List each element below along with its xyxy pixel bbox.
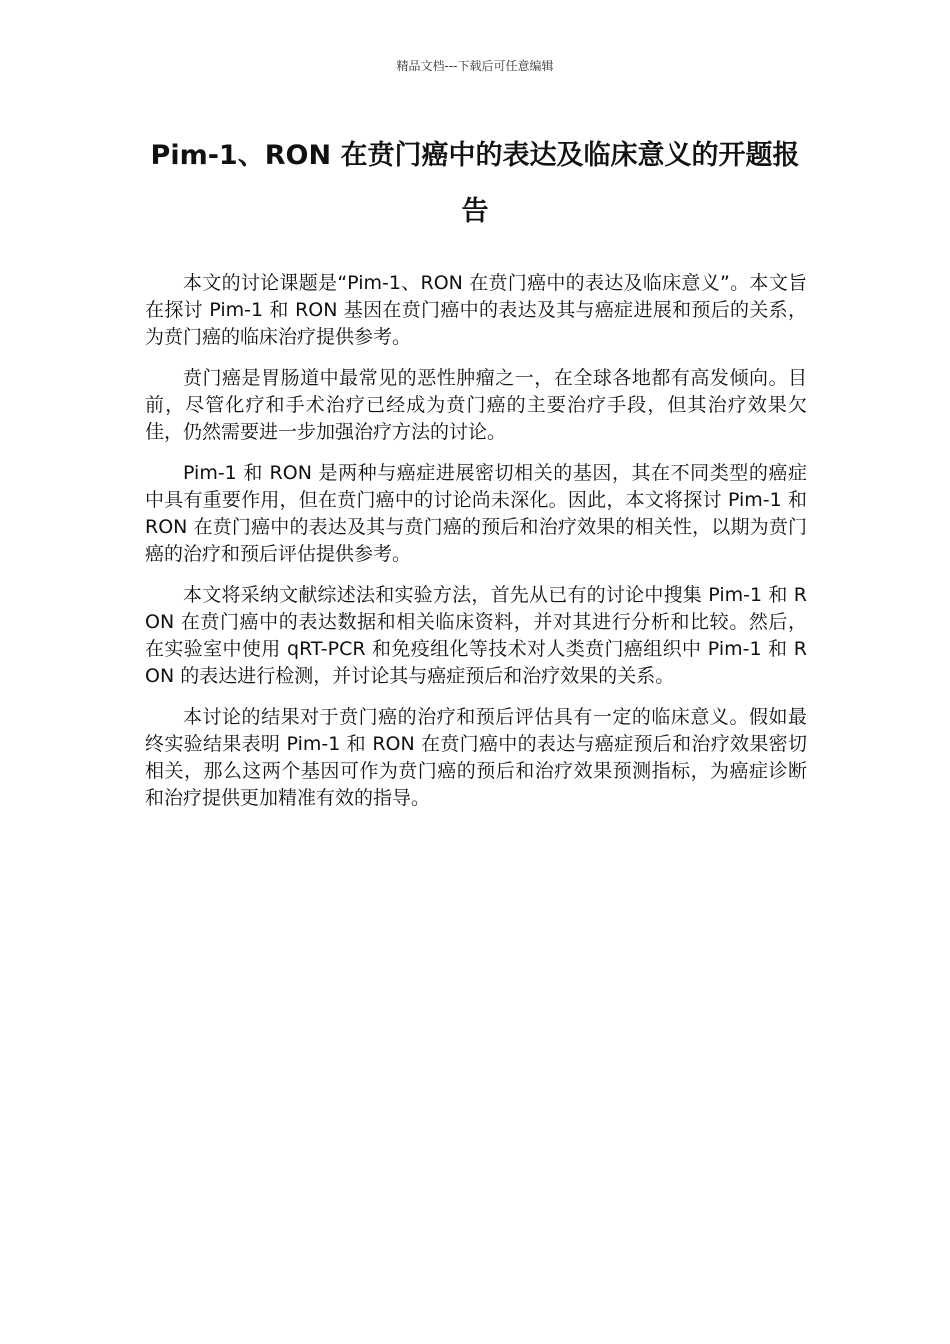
paragraph-2: 贲门癌是胃肠道中最常见的恶性肿瘤之一，在全球各地都有高发倾向。目前，尽管化疗和手术治疗已经成为贲门癌的主要治疗手段，但其治疗效果欠佳，仍然需要进一步加强治疗方法的讨论。: [145, 367, 807, 443]
paragraph-3: Pim-1 和 RON 是两种与癌症进展密切相关的基因，其在不同类型的癌症中具有重要作用，但在贲门癌中的讨论尚未深化。因此，本文将探讨 Pim-1 和 RON 在贲门癌中的表达及其与贲门癌的预后和治疗效果的相关性，以期为贲门癌的治疗和预后评估提供参考。: [145, 462, 807, 565]
document-title: Pim-1、RON 在贲门癌中的表达及临床意义的开题报告: [150, 140, 800, 227]
paragraph-4: 本文将采纳文献综述法和实验方法，首先从已有的讨论中搜集 Pim-1 和 RON 在贲门癌中的表达数据和相关临床资料，并对其进行分析和比较。然后，在实验室中使用 qRT-PCR 和免疫组化等技术对人类贲门癌组织中 Pim-1 和 RON 的表达进行检测，并讨论其与癌症预后和治疗效果的关系。: [145, 584, 807, 687]
paragraph-1: 本文的讨论课题是“Pim-1、RON 在贲门癌中的表达及临床意义”。本文旨在探讨 Pim-1 和 RON 基因在贲门癌中的表达及其与癌症进展和预后的关系，为贲门癌的临床治疗提供参考。: [145, 272, 807, 348]
document-body: [145, 270, 807, 826]
page-header: 精品文档---下载后可任意编辑: [396, 59, 554, 73]
paragraph-5: 本讨论的结果对于贲门癌的治疗和预后评估具有一定的临床意义。假如最终实验结果表明 Pim-1 和 RON 在贲门癌中的表达与癌症预后和治疗效果密切相关，那么这两个基因可作为贲门癌的预后和治疗效果预测指标，为癌症诊断和治疗提供更加精准有效的指导。: [145, 706, 807, 809]
